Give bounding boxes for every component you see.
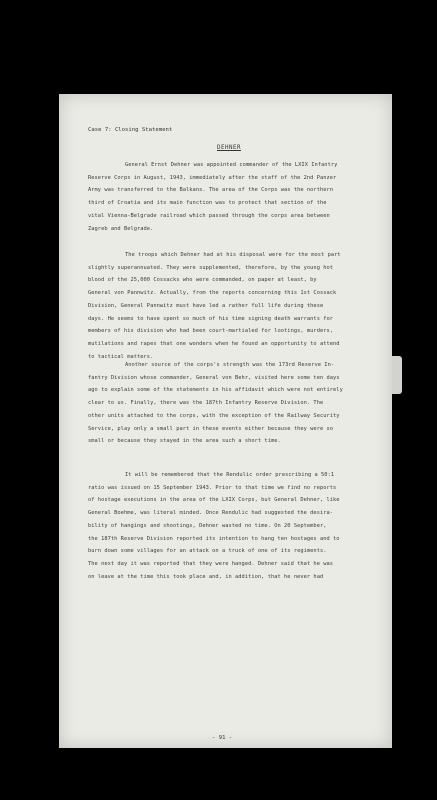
text-line: members of his division who had been court-martialed for lootings, murders, <box>88 328 334 335</box>
text-line: It will be remembered that the Rendulic order prescribing a 50:1 <box>125 472 335 478</box>
document-page <box>59 94 392 748</box>
text-line: Reserve Corps in August, 1943, immediately after the staff of the 2nd Panzer <box>88 174 337 181</box>
text-line: of hostage executions in the area of the LXIX Corps, but General Dehner, like <box>88 497 340 504</box>
paper-tab <box>392 356 402 394</box>
text-line: to tactical matters. <box>88 353 154 360</box>
text-line: Division, General Pannwitz must have led a rather full life during these <box>88 302 324 309</box>
text-line: Zagreb and Belgrade. <box>88 225 154 232</box>
text-line: ago to explain some of the statements in his affidavit which were not entirely <box>88 387 343 394</box>
text-line: General Ernst Dehner was appointed commander of the LXIX Infantry <box>125 162 338 168</box>
text-line: mutilations and rapes that one wonders when he found an opportunity to attend <box>88 340 340 347</box>
page-number: - 91 - <box>212 735 233 741</box>
text-line: fantry Division whose commander, General von Behr, visited here some ten days <box>88 374 340 381</box>
text-line: vital Vienna-Belgrade railroad which passed through the corps area between <box>88 212 330 219</box>
text-line: Army was transferred to the Balkans. The area of the Corps was the northern <box>88 187 334 194</box>
text-line: third of Croatia and its main function was to protect that section of the <box>88 200 327 207</box>
text-line: on leave at the time this took place and, in addition, that he never had <box>88 573 324 580</box>
text-line: burn down some villages for an attack on a truck of one of its regiments. <box>88 548 327 555</box>
text-line: General Boehme, was literal minded. Once Rendulic had suggested the desira- <box>88 510 334 517</box>
text-line: blood of the 25,000 Cossacks who were commanded, on paper at least, by <box>88 277 317 284</box>
text-line: Service, play only a small part in these events either because they were so <box>88 425 334 432</box>
text-line: slightly superannuated. They were supplemented, therefore, by the young hot <box>88 264 334 271</box>
text-line: bility of hangings and shootings, Dehner wasted no time. On 20 September, <box>88 522 327 529</box>
text-line: other units attached to the corps, with the exception of the Railway Security <box>88 412 340 419</box>
text-line: ratio was issued on 15 September 1943. Prior to that time we find no reports <box>88 484 337 491</box>
text-line: the 187th Reserve Division reported its intention to hang ten hostages and to <box>88 535 340 542</box>
document-title: DEHNER <box>217 145 241 151</box>
text-line: clear to us. Finally, there was the 187th Infantry Reserve Division. The <box>88 400 324 407</box>
text-line: days. He seems to have spent so much of his time signing death warrants for <box>88 315 334 322</box>
text-line: Another source of the corps's strength was the 173rd Reserve In- <box>125 362 335 368</box>
text-line: General von Pannwitz. Actually, from the reports concerning this 1st Cossack <box>88 290 337 297</box>
case-header: Case 7: Closing Statement <box>88 127 173 133</box>
text-line: The next day it was reported that they were hanged. Dehner said that he was <box>88 560 334 567</box>
text-line: The troops which Dehner had at his disposal were for the most part <box>125 252 341 258</box>
text-line: small or because they stayed in the area such a short time. <box>88 438 281 445</box>
